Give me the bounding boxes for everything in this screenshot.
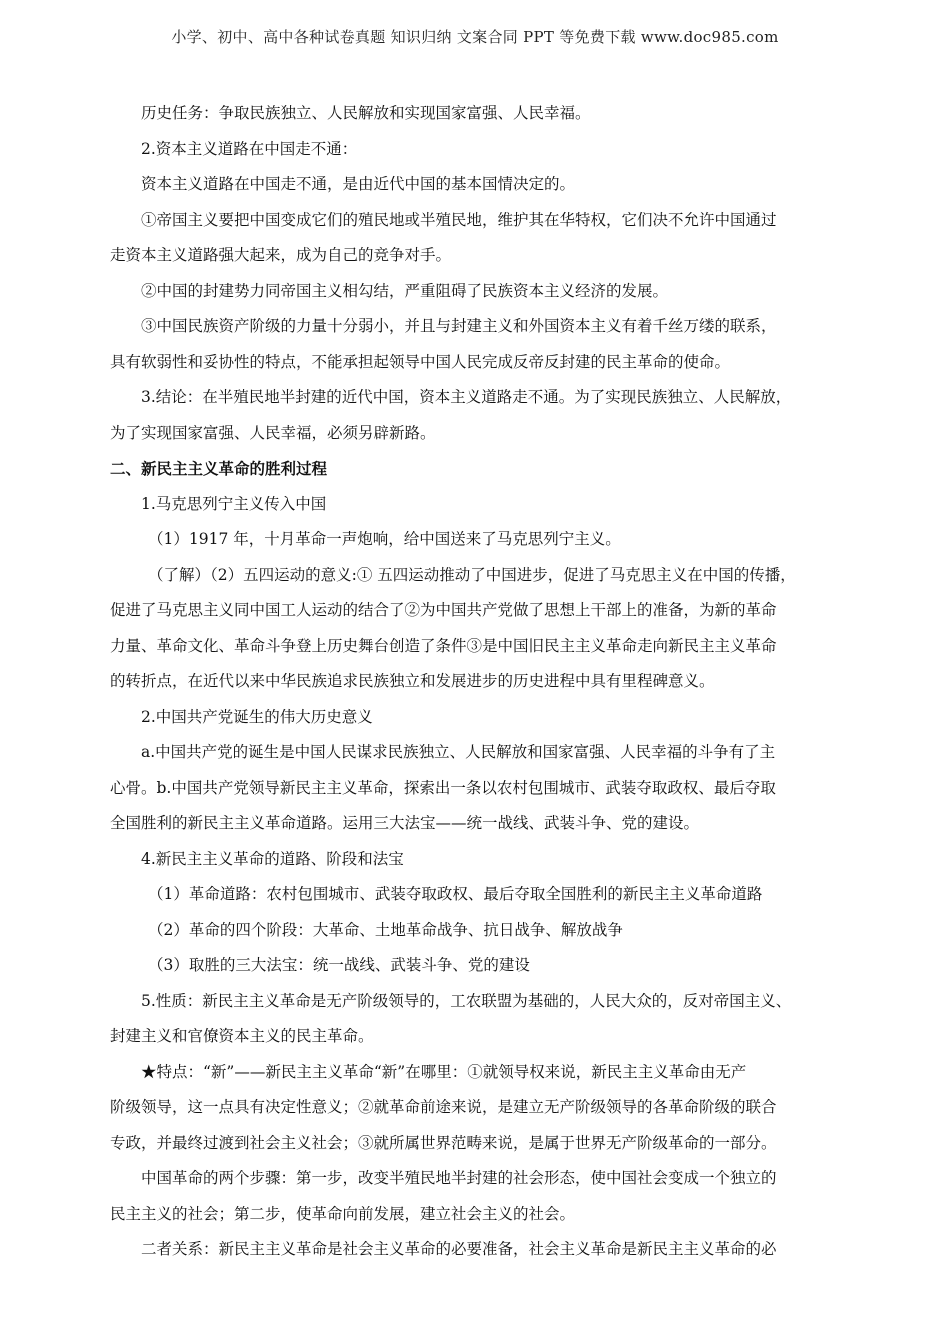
text-line: （3）取胜的三大法宝：统一战线、武装斗争、党的建设 (148, 956, 530, 974)
document-body (110, 96, 842, 1268)
text-line: 2.中国共产党诞生的伟大历史意义 (141, 707, 373, 726)
text-line: 4.新民主主义革命的道路、阶段和法宝 (141, 849, 404, 868)
text-line: 全国胜利的新民主主义革命道路。运用三大法宝——统一战线、武装斗争、党的建设。 (110, 814, 700, 832)
text-line: 走资本主义道路强大起来，成为自己的竞争对手。 (110, 246, 452, 264)
text-line: 5.性质：新民主主义革命是无产阶级领导的，工农联盟为基础的，人民大众的，反对帝国主义、 (141, 991, 792, 1010)
text-line: 专政，并最终过渡到社会主义社会；③就所属世界范畴来说，是属于世界无产阶级革命的一部分。 (110, 1133, 777, 1152)
text-line: 历史任务：争取民族独立、人民解放和实现国家富强、人民幸福。 (141, 104, 591, 122)
text-line: 促进了马克思主义同中国工人运动的结合了②为中国共产党做了思想上干部上的准备，为新的革命 (110, 601, 777, 619)
text-line: （1）1917 年，十月革命一声炮响，给中国送来了马克思列宁主义。 (148, 530, 621, 548)
text-line: ★特点：“新”——新民主主义革命“新”在哪里：①就领导权来说，新民主主义革命由无产 (141, 1062, 747, 1081)
text-line: 中国革命的两个步骤：第一步，改变半殖民地半封建的社会形态，使中国社会变成一个独立的 (141, 1169, 777, 1187)
text-line: a.中国共产党的诞生是中国人民谋求民族独立、人民解放和国家富强、人民幸福的斗争有了主 (141, 743, 776, 761)
section-heading: 二、新民主主义革命的胜利过程 (110, 459, 328, 478)
text-line: 民主主义的社会；第二步，使革命向前发展，建立社会主义的社会。 (110, 1204, 576, 1223)
text-line: 二者关系：新民主主义革命是社会主义革命的必要准备，社会主义革命是新民主主义革命的必 (141, 1240, 777, 1258)
text-line: 具有软弱性和妥协性的特点，不能承担起领导中国人民完成反帝反封建的民主革命的使命。 (110, 352, 731, 371)
page-header: 小学、初中、高中各种试卷真题 知识归纳 文案合同 PPT 等免费下载 www.doc985.com (171, 28, 779, 46)
text-line: （2）革命的四个阶段：大革命、土地革命战争、抗日战争、解放战争 (148, 920, 623, 939)
text-line: ③中国民族资产阶级的力量十分弱小，并且与封建主义和外国资本主义有着千丝万缕的联系， (141, 317, 777, 335)
text-line: 2.资本主义道路在中国走不通： (141, 139, 358, 158)
text-line: ②中国的封建势力同帝国主义相勾结，严重阻碍了民族资本主义经济的发展。 (141, 281, 669, 300)
text-line: 阶级领导，这一点具有决定性意义；②就革命前途来说，是建立无产阶级领导的各革命阶级的联合 (110, 1098, 777, 1116)
text-line: 力量、革命文化、革命斗争登上历史舞台创造了条件③是中国旧民主主义革命走向新民主主义革命 (110, 636, 777, 655)
text-line: 封建主义和官僚资本主义的民主革命。 (110, 1027, 374, 1045)
text-line: 为了实现国家富强、人民幸福，必须另辟新路。 (110, 423, 436, 442)
text-line: （了解）（2）五四运动的意义:① 五四运动推动了中国进步，促进了马克思主义在中国的传播， (148, 565, 796, 584)
text-line: 心骨。b.中国共产党领导新民主主义革命，探索出一条以农村包围城市、武装夺取政权、最后夺取 (110, 778, 776, 797)
text-line: ①帝国主义要把中国变成它们的殖民地或半殖民地，维护其在华特权，它们决不允许中国通过 (141, 210, 777, 229)
text-line: 资本主义道路在中国走不通，是由近代中国的基本国情决定的。 (141, 175, 576, 193)
text-line: 1.马克思列宁主义传入中国 (141, 494, 327, 513)
text-line: （1）革命道路：农村包围城市、武装夺取政权、最后夺取全国胜利的新民主主义革命道路 (148, 885, 763, 903)
text-line: 3.结论：在半殖民地半封建的近代中国，资本主义道路走不通。为了实现民族独立、人民解放， (141, 388, 792, 406)
text-line: 的转折点，在近代以来中华民族追求民族独立和发展进步的历史进程中具有里程碑意义。 (110, 672, 715, 690)
